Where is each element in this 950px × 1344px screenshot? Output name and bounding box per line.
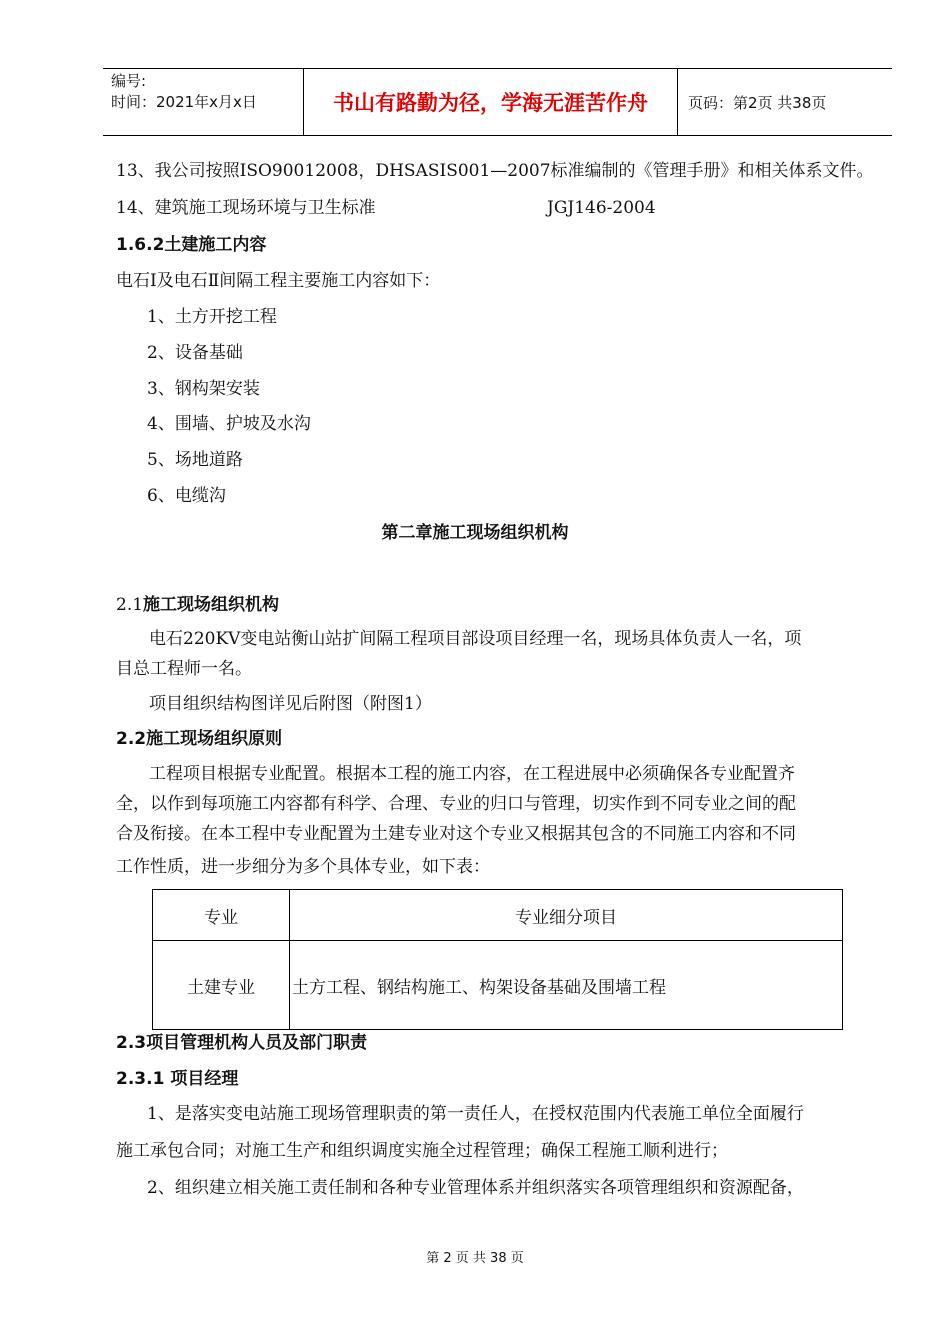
page-footer: 第 2 页 共 38 页: [426, 1251, 524, 1266]
standard-item-14: 14、建筑施工现场环境与卫生标准: [116, 198, 376, 218]
document-time-label: 时间：2021年x月x日: [111, 93, 257, 111]
document-number-label: 编号:: [111, 72, 147, 90]
paragraph-line: 全，以作到每项施工内容都有科学、合理、专业的归口与管理，切实作到不同专业之间的配: [116, 794, 796, 814]
section-heading-1-6-2: 1.6.2土建施工内容: [116, 235, 267, 255]
paragraph-line: 工作性质，进一步细分为多个具体专业，如下表：: [116, 857, 490, 877]
paragraph-line: 合及衔接。在本工程中专业配置为土建专业对这个专业又根据其包含的不同施工内容和不同: [116, 824, 796, 844]
paragraph-line: 工程项目根据专业配置。根据本工程的施工内容，在工程进展中必须确保各专业配置齐: [149, 764, 795, 784]
paragraph-line: 目总工程师一名。: [116, 659, 252, 679]
section-heading-2-2: 2.2施工现场组织原则: [116, 729, 283, 749]
table-row: [153, 941, 843, 1030]
list-item: 5、场地道路: [147, 450, 243, 470]
paragraph-line: 2、组织建立相关施工责任制和各种专业管理体系并组织落实各项管理组织和资源配备，: [147, 1178, 804, 1198]
section-number: 2.1: [116, 595, 144, 615]
section-heading-2-3: 2.3项目管理机构人员及部门职责: [116, 1033, 368, 1053]
table-cell: 土方工程、钢结构施工、构架设备基础及围墙工程: [290, 941, 843, 1030]
list-item: 1、土方开挖工程: [147, 307, 277, 327]
paragraph-line: 施工承包合同；对施工生产和组织调度实施全过程管理；确保工程施工顺利进行；: [116, 1141, 728, 1161]
table-header-cell: 专业: [153, 890, 290, 941]
paragraph-line: 电石220KV变电站衡山站扩间隔工程项目部设项目经理一名，现场具体负责人一名，项: [149, 629, 802, 649]
table-cell: 土建专业: [153, 941, 290, 1030]
list-item: 3、钢构架安装: [147, 379, 260, 399]
chapter-title: 第二章施工现场组织机构: [381, 523, 569, 543]
list-item: 2、设备基础: [147, 343, 243, 363]
specialty-table: [152, 889, 843, 1030]
paragraph-line: 1、是落实变电站施工现场管理职责的第一责任人，在授权范围内代表施工单位全面履行: [147, 1104, 804, 1124]
section-title: 施工现场组织机构: [143, 595, 280, 615]
header-motto: 书山有路勤为径，学海无涯苦作舟: [304, 69, 678, 135]
page-header: [103, 68, 892, 136]
list-item: 4、围墙、护坡及水沟: [147, 414, 311, 434]
section-heading-2-1: [116, 593, 279, 617]
header-page-indicator: 页码：第2页 共38页: [688, 93, 827, 112]
paragraph-line: 项目组织结构图详见后附图（附图1）: [149, 694, 432, 714]
table-header-cell: 专业细分项目: [290, 890, 843, 941]
section-intro-1-6-2: 电石Ⅰ及电石Ⅱ间隔工程主要施工内容如下：: [116, 271, 441, 291]
section-heading-2-3-1: 2.3.1 项目经理: [116, 1069, 239, 1089]
table-header-row: [153, 890, 843, 941]
header-meta-cell: [103, 69, 304, 135]
list-item: 6、电缆沟: [147, 486, 226, 506]
standard-item-13: 13、我公司按照ISO90012008，DHSASIS001—2007标准编制的《管理手册》和相关体系文件。: [116, 161, 874, 181]
standard-item-14-code: JGJ146-2004: [547, 198, 656, 218]
